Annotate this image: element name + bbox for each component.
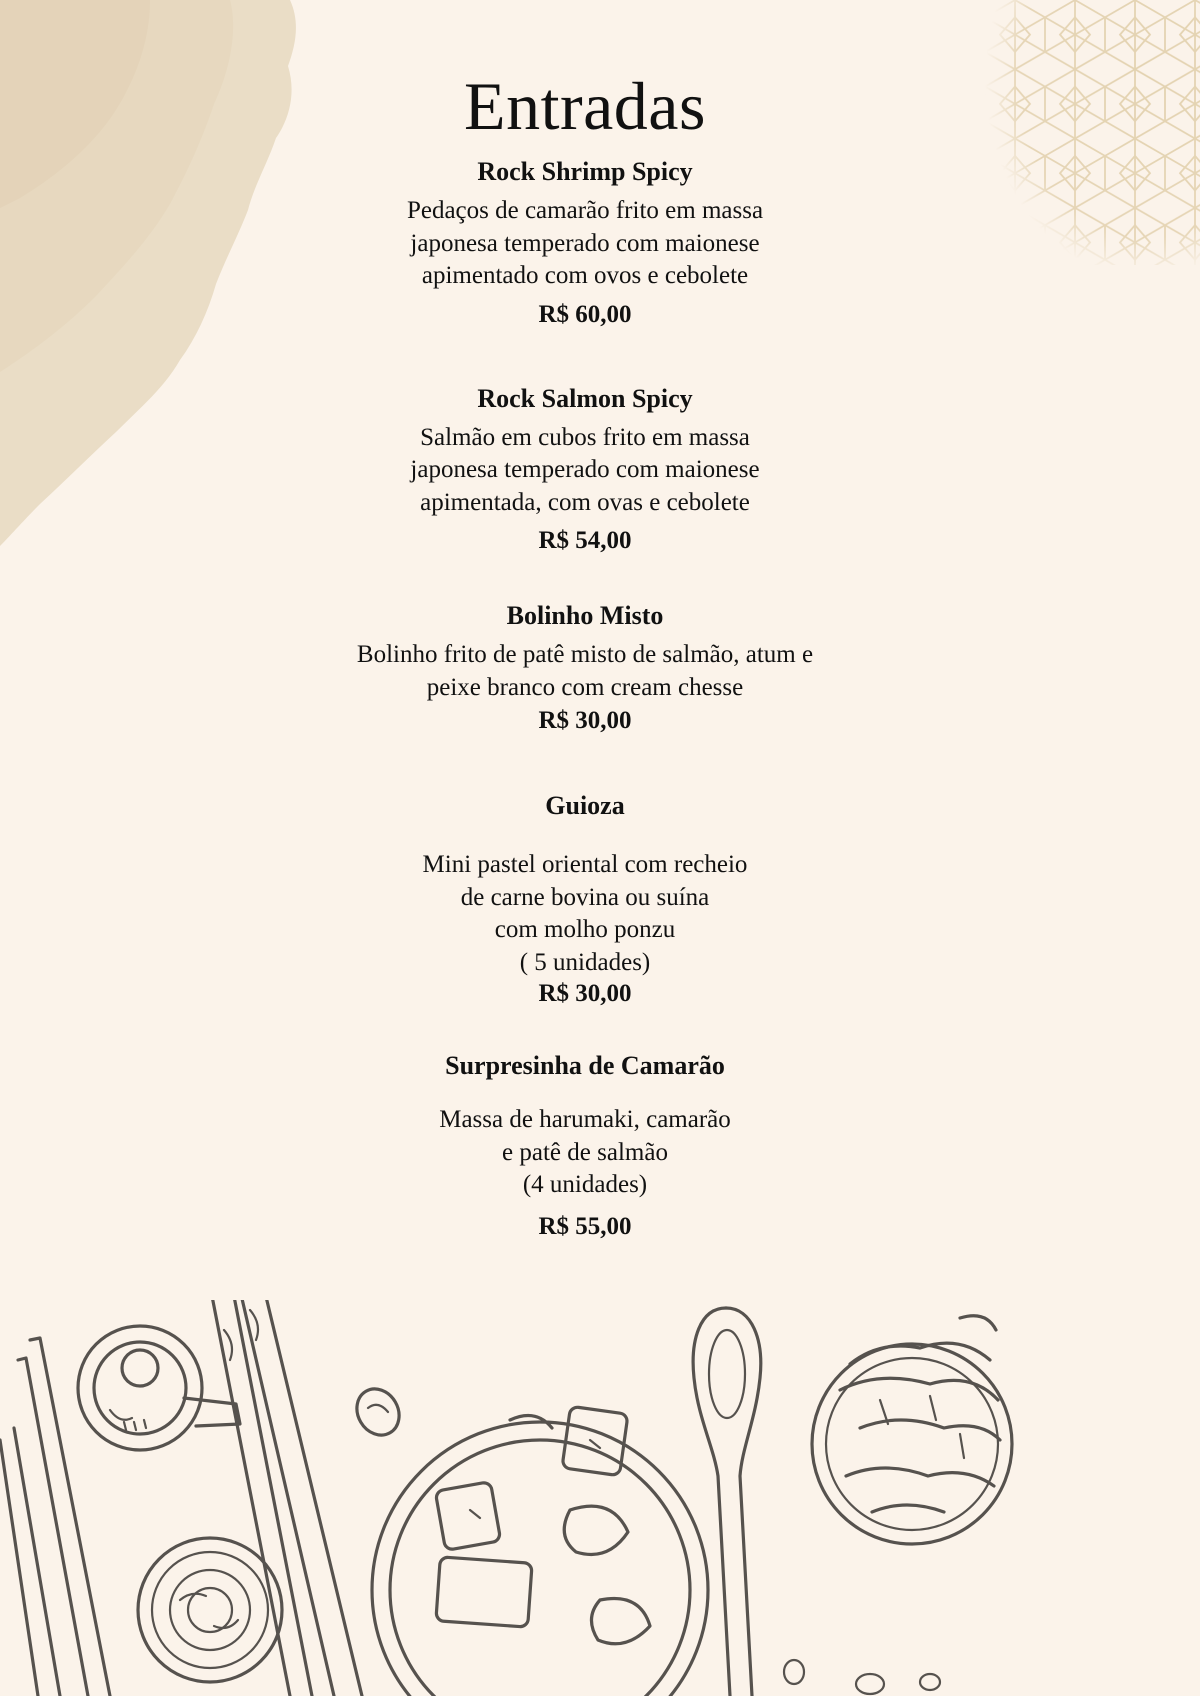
bean-small-icon xyxy=(784,1660,940,1694)
chopsticks-center-icon xyxy=(212,1300,362,1696)
description-line: Massa de harumaki, camarão xyxy=(439,1106,731,1133)
watercolor-stain xyxy=(0,0,330,560)
menu-item-guioza xyxy=(300,791,870,1009)
bean-icon xyxy=(349,1381,408,1443)
spoon-icon xyxy=(693,1308,761,1696)
item-name: Bolinho Misto xyxy=(506,601,664,630)
item-description xyxy=(300,422,870,520)
food-illustration xyxy=(0,1300,1200,1696)
menu-item-rock-shrimp-spicy xyxy=(300,157,870,330)
item-name: Rock Shrimp Spicy xyxy=(477,157,693,186)
description-line: apimentada, com ovas e cebolete xyxy=(420,488,750,516)
item-price: R$ 54,00 xyxy=(538,527,632,554)
description-line: de carne bovina ou suína xyxy=(460,883,710,911)
description-line: Mini pastel oriental com recheio xyxy=(422,851,748,878)
item-description xyxy=(300,849,870,979)
menu-item-rock-salmon-spicy xyxy=(300,384,870,557)
page-title: Entradas xyxy=(464,68,706,144)
item-price: R$ 60,00 xyxy=(538,300,632,328)
description-line: peixe branco com cream chesse xyxy=(426,673,744,701)
item-price: R$ 55,00 xyxy=(538,1212,632,1240)
item-price: R$ 30,00 xyxy=(538,980,632,1007)
teacup-icon xyxy=(78,1326,240,1450)
item-description xyxy=(300,1104,870,1202)
menu-item-surpresinha-de-camarao xyxy=(300,1051,870,1242)
item-name: Rock Salmon Spicy xyxy=(477,383,693,413)
menu-content xyxy=(300,0,870,1242)
soup-bowl-icon xyxy=(372,1406,708,1696)
description-line: japonesa temperado com maionese xyxy=(410,456,760,483)
description-line: Bolinho frito de patê misto de salmão, atum e xyxy=(356,641,814,668)
item-price: R$ 30,00 xyxy=(538,707,632,734)
geometric-pattern-decoration xyxy=(985,0,1200,265)
description-line: apimentado com ovos e cebolete xyxy=(421,262,749,289)
description-line: japonesa temperado com maionese xyxy=(410,229,760,257)
description-line: (4 unidades) xyxy=(522,1171,648,1198)
sushi-bowl-icon xyxy=(812,1316,1012,1544)
menu-item-bolinho-misto xyxy=(300,601,870,736)
item-name: Guioza xyxy=(545,791,625,820)
description-line: e patê de salmão xyxy=(502,1138,668,1166)
description-line: Salmão em cubos frito em massa xyxy=(420,423,750,451)
item-name: Surpresinha de Camarão xyxy=(445,1051,725,1080)
item-description xyxy=(300,195,870,293)
description-line: com molho ponzu xyxy=(494,916,676,943)
description-line: Pedaços de camarão frito em massa xyxy=(406,197,764,224)
description-line: ( 5 unidades) xyxy=(519,948,651,976)
item-description xyxy=(300,639,870,704)
small-dish-icon xyxy=(138,1538,282,1682)
